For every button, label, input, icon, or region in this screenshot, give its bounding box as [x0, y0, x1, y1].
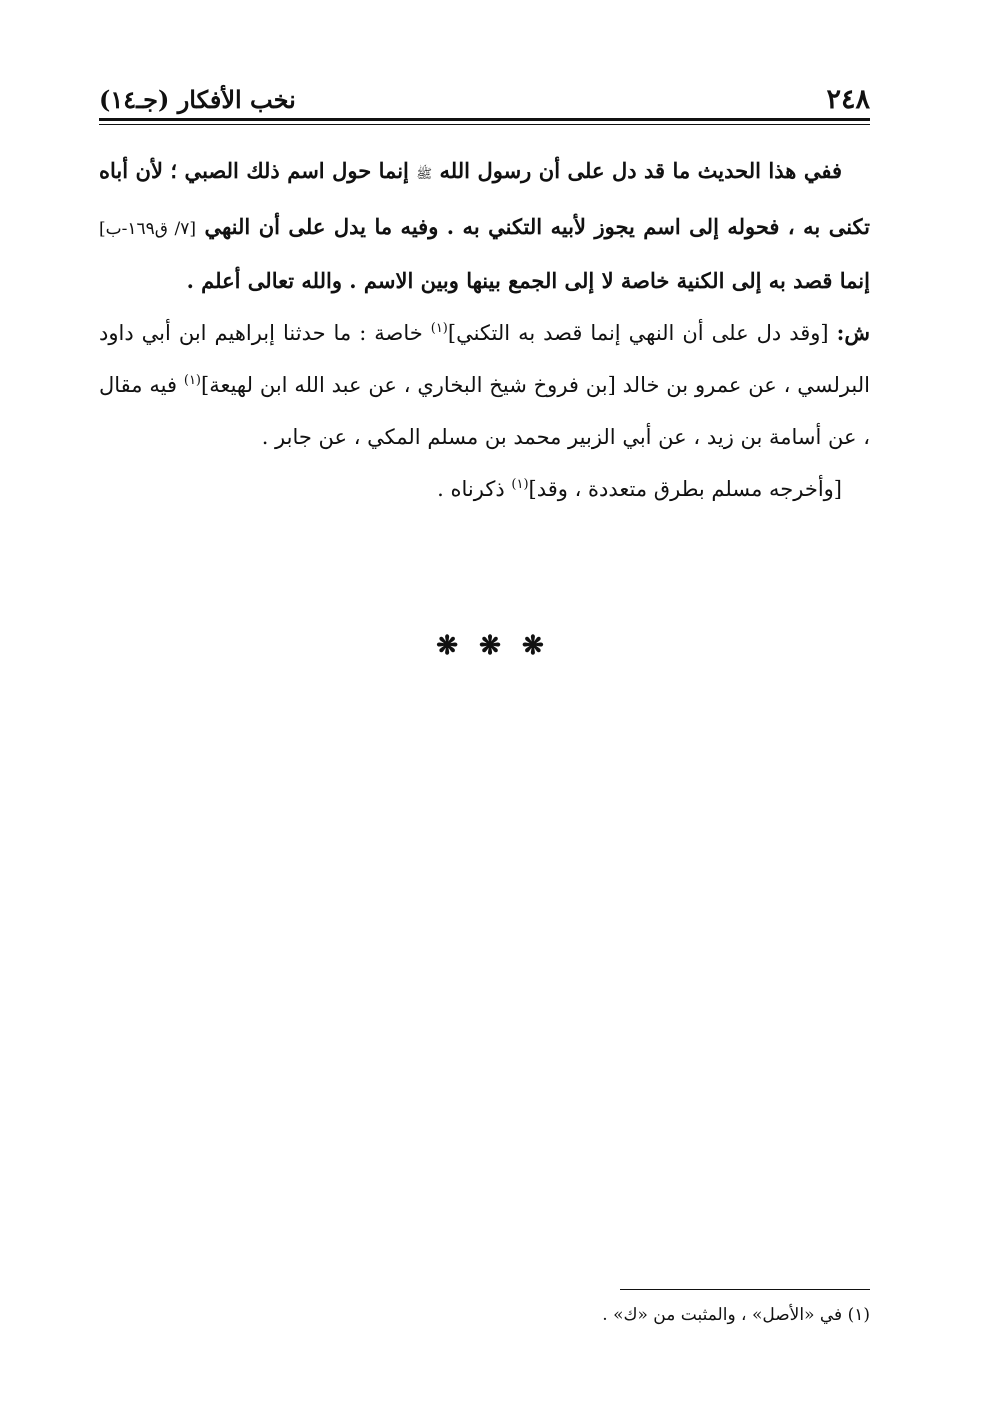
footnote-1: (١) في «الأصل» ، والمثبت من «ك» . — [602, 1305, 870, 1325]
paragraph-text: [وقد دل على أن النهي إنما قصد به التكني] — [447, 321, 837, 345]
honorific-symbol: ﷺ — [416, 167, 433, 182]
paragraph-muslim-note — [99, 463, 870, 515]
page-number: ٢٤٨ — [826, 84, 870, 115]
manuscript-reference: [٧/ ق١٦٩-ب] — [99, 219, 197, 239]
header-rule-thin — [99, 124, 870, 125]
header-rule-thick — [99, 118, 870, 121]
paragraph-text: ففي هذا الحديث ما قد دل على أن رسول الله — [432, 158, 842, 183]
page-header — [99, 78, 870, 122]
footnote-marker: (١) — [511, 477, 529, 492]
footnote-marker: (١) — [430, 321, 448, 336]
paragraph-sharh — [99, 307, 870, 463]
paragraph-hadith-commentary — [99, 145, 870, 307]
paragraph-text: فيه مقال ، عن أسامة بن زيد ، عن أبي الزبير محمد بن مسلم المكي ، عن جابر . — [99, 373, 870, 449]
footnote-marker: (١) — [183, 373, 201, 388]
section-separator: ❋ ❋ ❋ — [436, 631, 550, 661]
paragraph-text: [وأخرجه مسلم بطرق متعددة ، وقد] — [528, 477, 842, 501]
footnote-rule — [620, 1289, 870, 1290]
sharh-label: ش: — [836, 320, 870, 345]
paragraph-text: خاصة : ما حدثنا إبراهيم ابن أبي داود البرلسي ، عن عمرو بن خالد [بن فروخ شيخ البخاري ، عن عبد الله ابن لهيعة] — [99, 321, 870, 397]
paragraph-text: إنما حول اسم ذلك الصبي ؛ لأن أباه تكنى به ، فحوله إلى اسم يجوز لأبيه التكني به . وفيه ما يدل على أن النهي — [99, 158, 870, 239]
running-title: نخب الأفكار (جـ١٤) — [99, 85, 296, 114]
paragraph-text: ذكرناه . — [437, 477, 512, 501]
paragraph-text: إنما قصد به إلى الكنية خاصة لا إلى الجمع بينها وبين الاسم . والله تعالى أعلم . — [186, 268, 870, 293]
body-text — [99, 145, 870, 515]
